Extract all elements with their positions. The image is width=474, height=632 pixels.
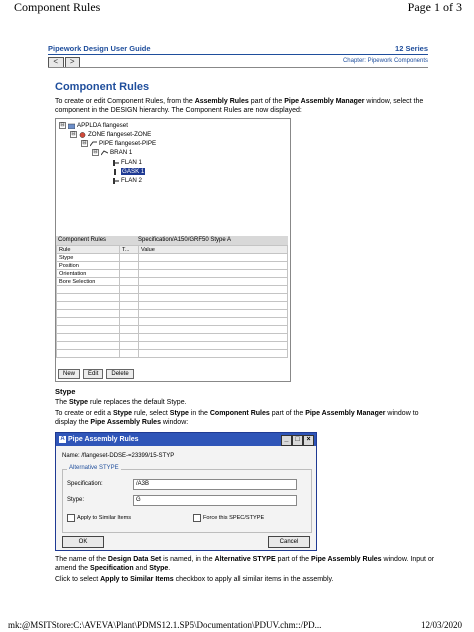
dialog-titlebar[interactable]	[56, 433, 316, 446]
stype-paragraph-1	[55, 399, 435, 408]
section-heading: Component Rules	[55, 81, 150, 93]
body-text: checkbox to apply all similar items in the assembly.	[173, 576, 334, 583]
branch-icon	[101, 150, 108, 156]
tree-node-gask1[interactable]	[112, 168, 145, 175]
column-header[interactable]: Value	[139, 246, 288, 254]
tree-label: PIPE flangeset-PIPE	[99, 140, 157, 147]
body-text: rule replaces the default Stype.	[88, 399, 187, 406]
rule-cell	[57, 334, 120, 342]
rule-cell: Bore Selection	[57, 278, 120, 286]
page-title: Component Rules	[14, 0, 101, 14]
rule-cell	[57, 318, 120, 326]
pipe-icon	[90, 141, 97, 147]
body-bold: Pipe Assembly Rules	[311, 556, 382, 563]
body-text: The name of the	[55, 556, 108, 563]
type-cell	[120, 326, 139, 334]
specification-label: Specification:	[67, 481, 103, 487]
table-row	[57, 334, 288, 342]
table-row	[57, 350, 288, 358]
value-cell	[139, 334, 288, 342]
body-text: window:	[160, 418, 189, 426]
type-cell	[120, 294, 139, 302]
maximize-button[interactable]: □	[292, 435, 303, 446]
new-button[interactable]: New	[58, 369, 80, 379]
value-cell	[139, 262, 288, 270]
body-text: part of the	[275, 556, 312, 563]
body-text: .	[168, 564, 171, 572]
body-text: rule, select	[132, 410, 170, 417]
tree-node-zone[interactable]	[70, 131, 151, 138]
rule-cell	[57, 326, 120, 334]
stype-label: Stype:	[67, 497, 85, 503]
collapse-icon[interactable]: ⊟	[71, 131, 76, 137]
flange-icon	[112, 178, 119, 184]
design-tree	[56, 119, 288, 234]
intro-text: window, select the component in the DESIGN hierarchy. The Component Rules are now displayed:	[55, 98, 424, 114]
body-text: window. Input or amend the	[55, 556, 435, 572]
tree-label-selected: GASK 1	[122, 168, 145, 175]
zone-icon	[79, 132, 86, 138]
tree-node-flan2[interactable]	[112, 177, 142, 184]
apply-similar-label: Apply to Similar Items	[77, 515, 132, 521]
stype-paragraph-2	[55, 410, 435, 427]
body-text: To create or edit a	[55, 410, 113, 417]
edit-button[interactable]: Edit	[83, 369, 103, 379]
gasket-icon	[112, 169, 119, 175]
body-bold: Pipe Assembly Manager	[305, 410, 386, 417]
force-spec-checkbox[interactable]	[193, 514, 201, 522]
body-text: Click to select	[55, 576, 101, 583]
component-rules-label: Component Rules	[58, 237, 107, 243]
cancel-button[interactable]: Cancel	[268, 536, 310, 548]
intro-text: To create or edit Component Rules, from the	[55, 98, 195, 105]
force-spec-label: Force this SPEC/STYPE	[203, 515, 265, 521]
ok-button[interactable]: OK	[62, 536, 104, 548]
body-bold: Stype	[149, 564, 169, 572]
alternative-stype-group	[62, 465, 312, 533]
close-button[interactable]: ×	[303, 435, 314, 446]
body-text: is named, in the	[161, 556, 215, 563]
flange-icon	[112, 160, 119, 166]
dataset-paragraph	[55, 556, 435, 573]
table-row[interactable]	[57, 278, 288, 286]
specification-input[interactable]: /A3B	[133, 479, 297, 490]
type-cell	[120, 342, 139, 350]
collapse-icon[interactable]: ⊟	[93, 149, 98, 155]
table-row	[57, 294, 288, 302]
header-divider	[48, 54, 428, 55]
column-header[interactable]: Rule	[57, 246, 120, 254]
table-row[interactable]	[57, 254, 288, 262]
intro-text: part of the	[248, 98, 285, 105]
collapse-icon[interactable]: ⊟	[82, 140, 87, 146]
delete-button[interactable]: Delete	[106, 369, 133, 379]
chapter-divider	[48, 67, 428, 68]
type-cell	[120, 334, 139, 342]
table-row	[57, 302, 288, 310]
component-rules-header	[56, 236, 288, 245]
intro-bold: Assembly Rules	[194, 98, 249, 105]
footer-path: mk:@MSITStore:C:\AVEVA\Plant\PDMS12.1.SP5\Documentation\PDUV.chm::/PD...	[8, 620, 322, 630]
value-cell	[139, 326, 288, 334]
table-row	[57, 326, 288, 334]
type-cell	[120, 302, 139, 310]
tree-node-appldata[interactable]	[59, 122, 128, 129]
table-row	[57, 318, 288, 326]
tree-label: APPLDA flangeset	[77, 122, 128, 129]
assembly-icon	[68, 123, 75, 129]
dialog-title: Pipe Assembly Rules	[68, 436, 139, 443]
group-label: Alternative STYPE	[69, 465, 119, 471]
rule-cell	[57, 294, 120, 302]
body-text: and	[133, 564, 150, 572]
tree-label: FLAN 2	[121, 177, 142, 184]
tree-node-pipe[interactable]	[81, 140, 156, 147]
back-button[interactable]: <	[48, 57, 64, 68]
value-cell	[139, 310, 288, 318]
tree-node-bran[interactable]	[92, 149, 132, 156]
dataset-name: Name: /flangeset-DDSE-=23399/15-STYP	[62, 453, 175, 459]
body-bold: Pipe Assembly Rules	[90, 418, 161, 426]
intro-paragraph	[55, 98, 435, 115]
table-row[interactable]	[57, 262, 288, 270]
body-bold: Stype	[112, 410, 133, 417]
component-rules-table	[56, 245, 288, 358]
apply-similar-checkbox[interactable]	[67, 514, 75, 522]
type-cell	[120, 318, 139, 326]
tree-label: ZONE flangeset-ZONE	[88, 131, 152, 138]
body-text: window to display the	[55, 410, 419, 426]
rule-cell: Position	[57, 262, 120, 270]
body-bold: Stype	[169, 410, 189, 417]
series-label: 12 Series	[395, 44, 428, 53]
table-row	[57, 310, 288, 318]
rule-cell: Orientation	[57, 270, 120, 278]
rule-buttons	[58, 369, 134, 379]
table-row	[57, 286, 288, 294]
type-cell	[120, 262, 139, 270]
rule-cell	[57, 310, 120, 318]
body-bold: Stype	[69, 399, 89, 406]
type-cell	[120, 278, 139, 286]
stype-heading: Stype	[55, 387, 76, 396]
rule-cell	[57, 342, 120, 350]
value-cell	[139, 270, 288, 278]
body-bold: Alternative STYPE	[214, 556, 276, 563]
column-header[interactable]: T...	[120, 246, 139, 254]
next-button[interactable]: >	[65, 57, 81, 68]
table-row[interactable]	[57, 270, 288, 278]
minimize-button[interactable]: _	[281, 435, 292, 446]
value-cell	[139, 294, 288, 302]
footer-date: 12/03/2020	[420, 620, 462, 630]
component-rules-spec: Specification/A150/GRF50 Stype A	[138, 237, 232, 243]
app-icon: A	[60, 436, 65, 442]
value-cell	[139, 278, 288, 286]
value-cell	[139, 302, 288, 310]
collapse-icon[interactable]: ⊟	[60, 122, 65, 128]
tree-label: FLAN 1	[121, 159, 142, 166]
apply-similar-paragraph	[55, 576, 435, 585]
guide-title: Pipework Design User Guide	[48, 44, 151, 53]
body-text: in the	[188, 410, 210, 417]
body-bold: Component Rules	[209, 410, 270, 417]
type-cell	[120, 286, 139, 294]
tree-label: BRAN 1	[110, 149, 133, 156]
table-row	[57, 342, 288, 350]
body-bold: Specification	[90, 564, 134, 572]
body-text: part of the	[269, 410, 306, 417]
tree-node-flan1[interactable]	[112, 159, 142, 166]
rule-cell	[57, 350, 120, 358]
stype-input[interactable]: G	[133, 495, 297, 506]
component-rules-screenshot	[55, 118, 291, 382]
body-bold: Design Data Set	[107, 556, 162, 563]
rule-cell: Stype	[57, 254, 120, 262]
type-cell	[120, 270, 139, 278]
type-cell	[120, 254, 139, 262]
value-cell	[139, 318, 288, 326]
type-cell	[120, 310, 139, 318]
intro-bold: Pipe Assembly Manager	[284, 98, 365, 105]
value-cell	[139, 254, 288, 262]
value-cell	[139, 342, 288, 350]
force-spec-option[interactable]	[193, 514, 264, 522]
body-bold: Apply to Similar Items	[100, 576, 174, 583]
pipe-assembly-rules-dialog	[55, 432, 317, 551]
value-cell	[139, 286, 288, 294]
page-number: Page 1 of 3	[407, 0, 462, 14]
type-cell	[120, 350, 139, 358]
rule-cell	[57, 286, 120, 294]
rule-cell	[57, 302, 120, 310]
chapter-link[interactable]: Chapter: Pipework Components	[342, 58, 428, 64]
body-text: The	[55, 399, 70, 406]
apply-similar-option[interactable]	[67, 514, 131, 522]
table-header-row	[57, 246, 288, 254]
value-cell	[139, 350, 288, 358]
